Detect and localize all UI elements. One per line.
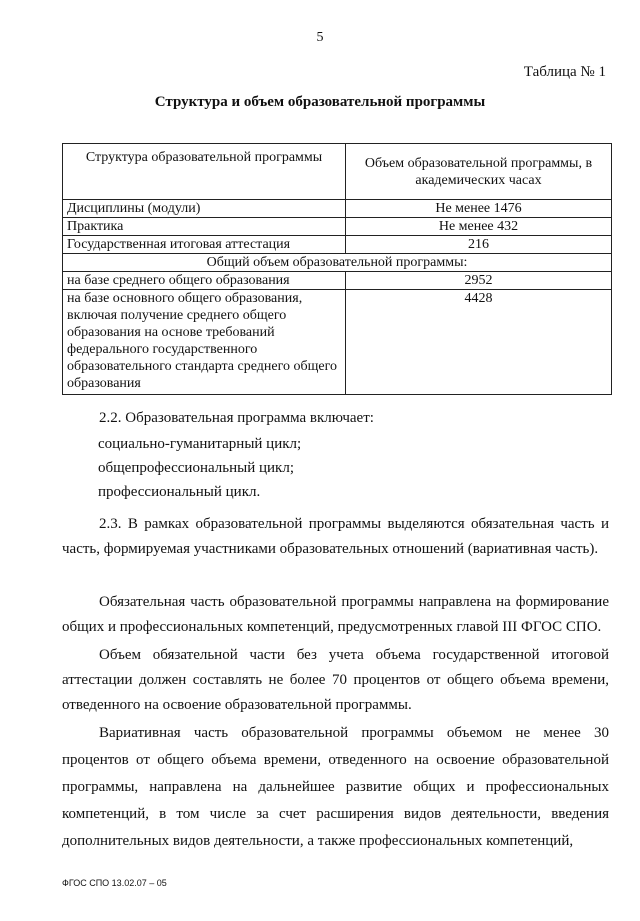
list-item: социально-гуманитарный цикл;	[98, 436, 302, 452]
row-name: на базе основного общего образования, включая получение среднего общего образования на основе требований федерального государственного образовательного стандарта среднего общего образования	[63, 290, 346, 395]
paragraph-mandatory-volume: Объем обязательной части без учета объема государственной итоговой аттестации должен составлять не более 70 процентов от общего объема времени, отведенного на освоение образовательной программы.	[62, 647, 609, 713]
table-row	[63, 272, 612, 290]
table-row	[63, 200, 612, 218]
paragraph-2-2: 2.2. Образовательная программа включает:	[99, 410, 374, 426]
paragraph-mandatory-part: Обязательная часть образовательной программы направлена на формирование общих и профессиональных компетенций, предусмотренных главой III ФГОС СПО.	[62, 594, 609, 635]
table-header-volume: Объем образовательной программы, в академических часах	[346, 144, 612, 200]
table-subheader-row	[63, 254, 612, 272]
row-value: 216	[346, 236, 612, 254]
row-value: Не менее 1476	[346, 200, 612, 218]
row-name: Практика	[63, 218, 346, 236]
row-value: 2952	[346, 272, 612, 290]
table-row	[63, 236, 612, 254]
table-header-structure: Структура образовательной программы	[63, 144, 346, 200]
paragraph-2-3: 2.3. В рамках образовательной программы выделяются обязательная часть и часть, формируемая участниками образовательных отношений (вариативная часть).	[62, 516, 609, 557]
table-label: Таблица № 1	[523, 64, 606, 80]
table-subheader: Общий объем образовательной программы:	[63, 254, 612, 272]
list-item: профессиональный цикл.	[98, 484, 261, 500]
document-footer: ФГОС СПО 13.02.07 – 05	[62, 878, 167, 888]
structure-table	[62, 143, 612, 395]
row-value: 4428	[346, 290, 612, 395]
row-value: Не менее 432	[346, 218, 612, 236]
paragraph-variable-part: Вариативная часть образовательной программы объемом не менее 30 процентов от общего объема времени, отведенного на освоение образовательной программы, направлена на дальнейшее развитие общих и профессиональных компетенций, в том числе за счет расширения видов деятельности, введения дополнительных видов деятельности, а также профессиональных компетенций,	[62, 725, 609, 849]
row-name: Дисциплины (модули)	[63, 200, 346, 218]
page-number: 5	[316, 30, 324, 45]
table-row	[63, 290, 612, 395]
list-item: общепрофессиональный цикл;	[98, 460, 294, 476]
row-name: на базе среднего общего образования	[63, 272, 346, 290]
table-row	[63, 218, 612, 236]
table-header-row	[63, 144, 612, 200]
row-name: Государственная итоговая аттестация	[63, 236, 346, 254]
document-title: Структура и объем образовательной программы	[154, 94, 486, 110]
